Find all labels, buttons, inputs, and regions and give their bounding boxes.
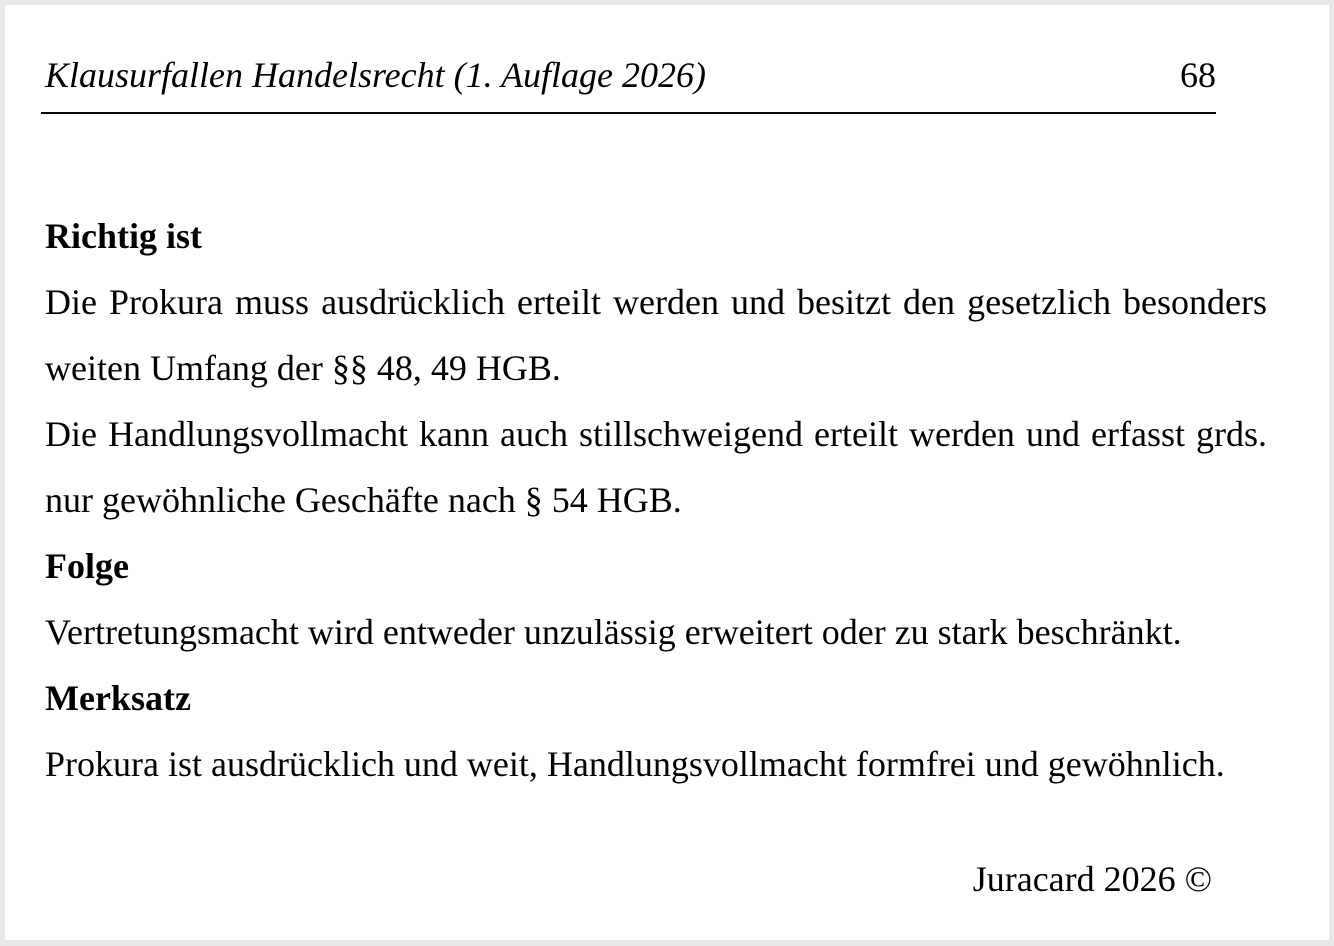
paragraph-handlungsvollmacht: Die Handlungsvollmacht kann auch stillschweigend erteilt werden und erfasst grds. nur gewöhnliche Geschäfte nach § 54 HGB. [45,414,1267,520]
running-title: Klausurfallen Handelsrecht (1. Auflage 2026) [45,55,706,95]
page-body [45,203,1267,797]
document-page [5,5,1329,940]
running-header [41,5,1216,114]
section-heading-richtig-ist: Richtig ist [45,216,202,256]
copyright-footer: Juracard 2026 © [972,859,1212,899]
page-number: 68 [1180,55,1216,95]
paragraph-folge: Vertretungsmacht wird entweder unzulässig erweitert oder zu stark beschränkt. [45,612,1182,652]
section-heading-merksatz: Merksatz [45,678,191,718]
paragraph-prokura: Die Prokura muss ausdrücklich erteilt werden und besitzt den gesetzlich besonders weiten Umfang der §§ 48, 49 HGB. [45,282,1267,388]
section-heading-folge: Folge [45,546,129,586]
paragraph-merksatz: Prokura ist ausdrücklich und weit, Handlungsvollmacht formfrei und gewöhnlich. [45,744,1225,784]
